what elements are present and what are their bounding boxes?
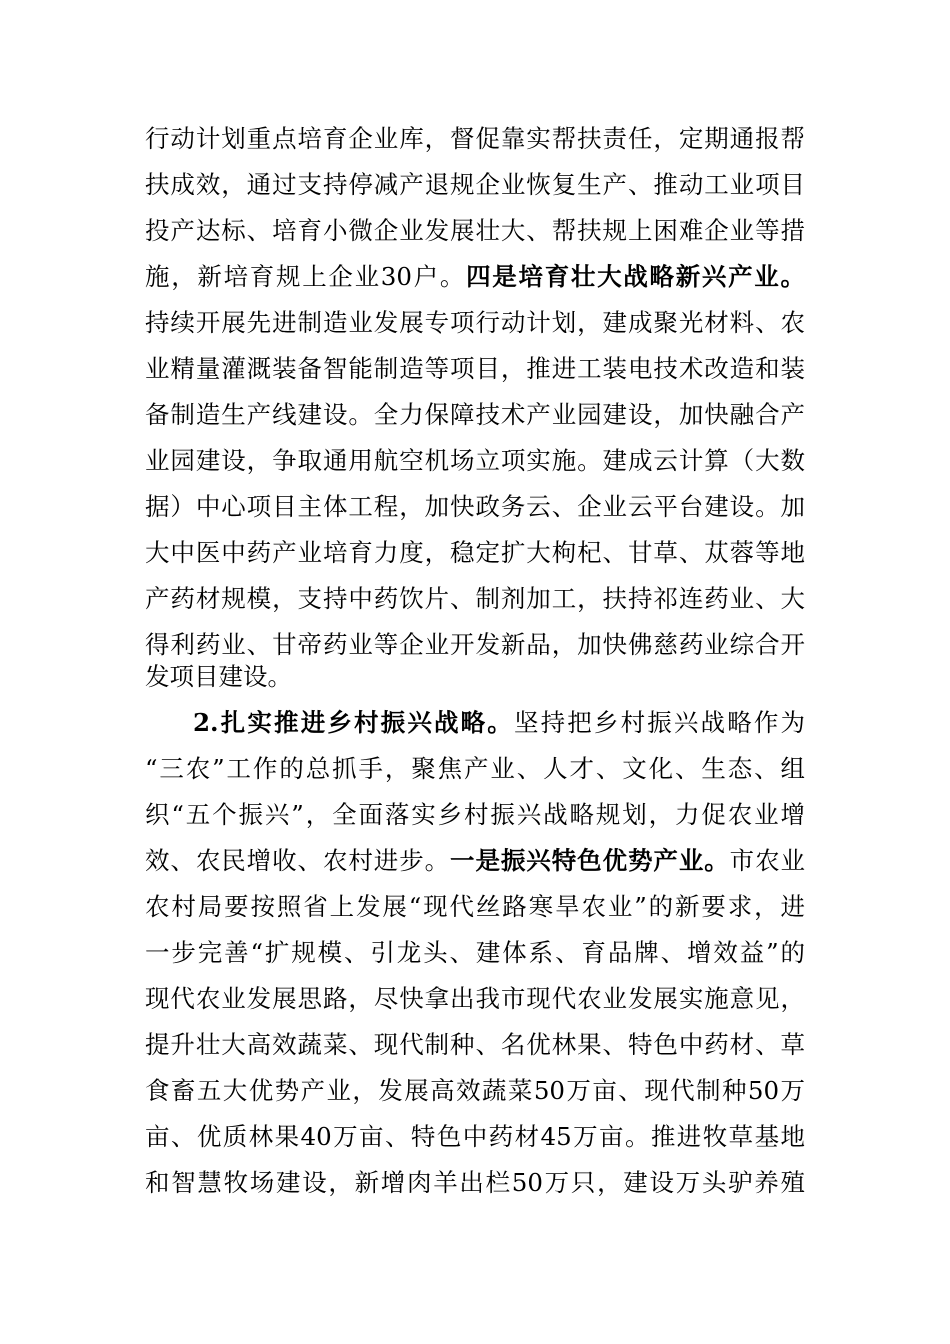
text-line: 持续开展先进制造业发展专项行动计划，建成聚光材料、农	[145, 308, 805, 337]
text-line: 农村局要按照省上发展“现代丝路寒旱农业”的新要求，进	[145, 892, 805, 921]
text-line: 2.扎实推进乡村振兴战略。坚持把乡村振兴战略作为	[193, 708, 806, 737]
bold-heading: 一是振兴特色优势产业。	[450, 846, 730, 875]
text-line: 施，新培育规上企业30户。四是培育壮大战略新兴产业。	[145, 262, 805, 291]
text-line: 织“五个振兴”，全面落实乡村振兴战略规划，力促农业增	[145, 800, 805, 829]
text-line: 发项目建设。	[145, 662, 292, 691]
text-line: 投产达标、培育小微企业发展壮大、帮扶规上困难企业等措	[145, 216, 805, 245]
text-line: 备制造生产线建设。全力保障技术产业园建设，加快融合产	[145, 400, 805, 429]
bold-heading: 2.扎实推进乡村振兴战略。	[193, 708, 514, 737]
text-line: 大中医中药产业培育力度，稳定扩大枸杞、甘草、苁蓉等地	[145, 538, 805, 567]
text-line: 扶成效，通过支持停减产退规企业恢复生产、推动工业项目	[145, 170, 805, 199]
bold-heading: 四是培育壮大战略新兴产业。	[466, 262, 805, 291]
text-line: 产药材规模，支持中药饮片、制剂加工，扶持祁连药业、大	[145, 584, 805, 613]
text-line: 提升壮大高效蔬菜、现代制种、名优林果、特色中药材、草	[145, 1030, 805, 1059]
text-line: 和智慧牧场建设，新增肉羊出栏50万只，建设万头驴养殖	[145, 1168, 805, 1197]
text-line: 业精量灌溉装备智能制造等项目，推进工装电技术改造和装	[145, 354, 805, 383]
text-line: 现代农业发展思路，尽快拿出我市现代农业发展实施意见，	[145, 984, 805, 1013]
text-line: 业园建设，争取通用航空机场立项实施。建成云计算（大数	[145, 446, 805, 475]
text-line: 效、农民增收、农村进步。一是振兴特色优势产业。市农业	[145, 846, 806, 875]
text-line: 食畜五大优势产业，发展高效蔬菜50万亩、现代制种50万	[145, 1076, 805, 1105]
text-line: 据）中心项目主体工程，加快政务云、企业云平台建设。加	[145, 492, 805, 521]
text-line: 亩、优质林果40万亩、特色中药材45万亩。推进牧草基地	[145, 1122, 805, 1151]
text-line: “三农”工作的总抓手，聚焦产业、人才、文化、生态、组	[145, 754, 805, 783]
text-line: 一步完善“扩规模、引龙头、建体系、育品牌、增效益”的	[145, 938, 805, 967]
text-line: 行动计划重点培育企业库，督促靠实帮扶责任，定期通报帮	[145, 124, 805, 153]
text-line: 得利药业、甘帝药业等企业开发新品，加快佛慈药业综合开	[145, 630, 805, 659]
